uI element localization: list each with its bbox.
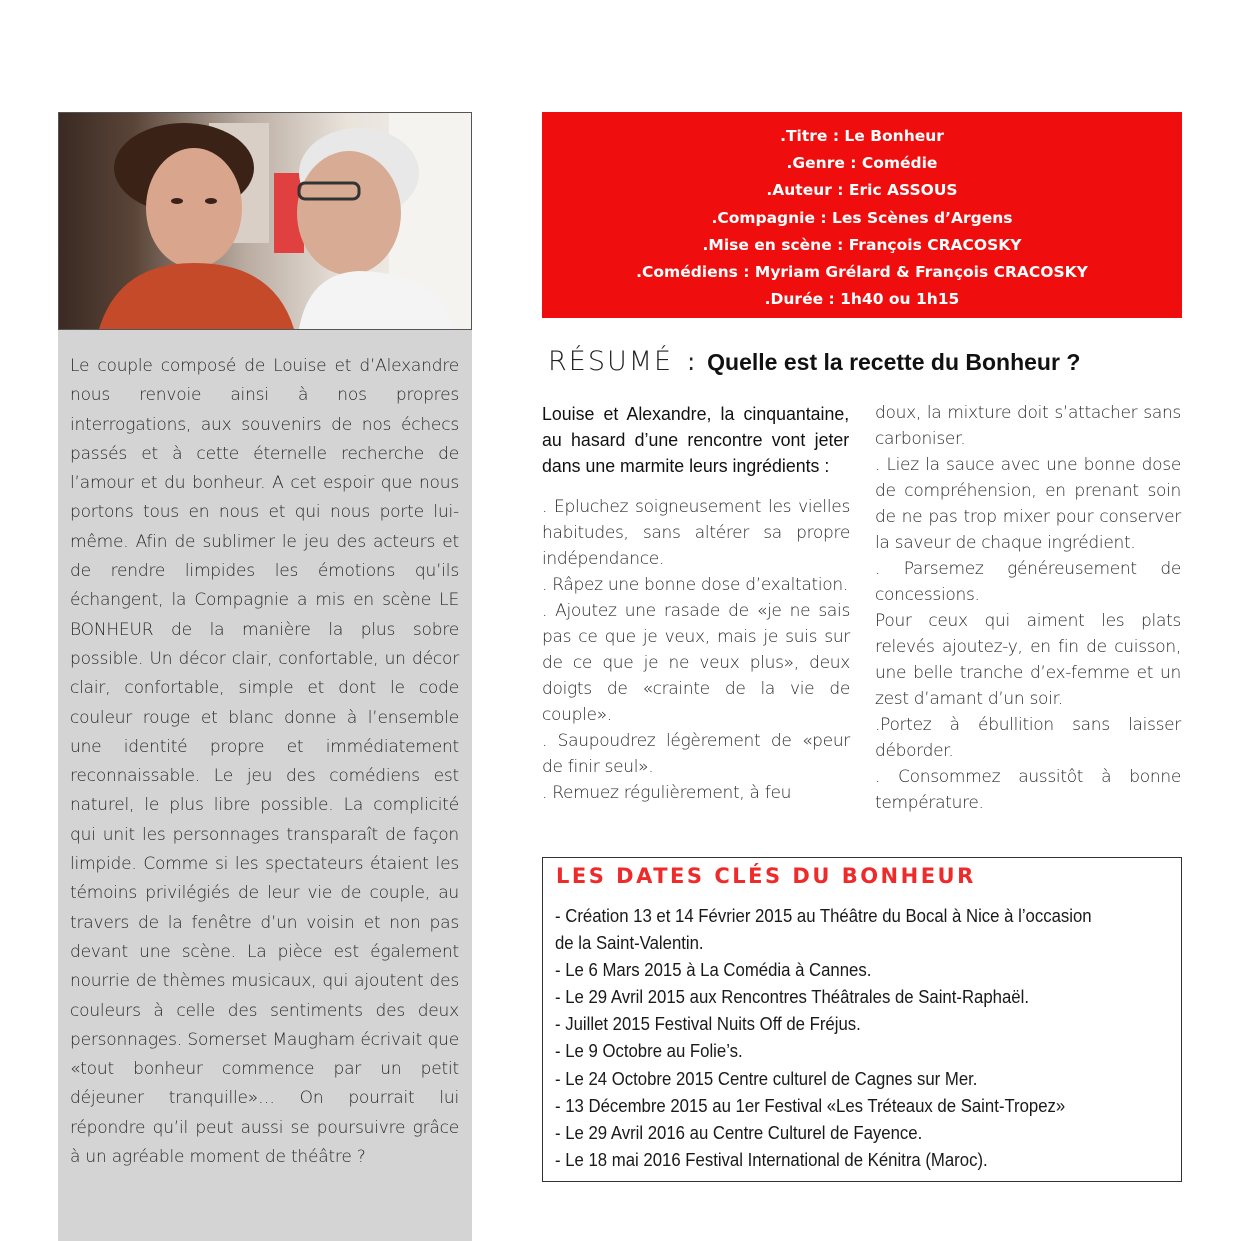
info-genre: .Genre : Comédie xyxy=(786,154,938,173)
couple-photo xyxy=(58,112,472,330)
recipe-step: . Consommez aussitôt à bonne température. xyxy=(875,767,1181,813)
date-item: - Le 24 Octobre 2015 Centre culturel de Cagnes sur Mer. xyxy=(555,1068,978,1089)
info-author: .Auteur : Eric ASSOUS xyxy=(766,181,958,200)
date-item: - Le 29 Avril 2015 aux Rencontres Théâtrales de Saint-Raphaël. xyxy=(555,987,1029,1008)
recipe-step: . Remuez régulièrement, à feu xyxy=(542,783,792,803)
date-item: - Le 6 Mars 2015 à La Comédia à Cannes. xyxy=(555,960,872,981)
date-item: - Juillet 2015 Festival Nuits Off de Fréjus. xyxy=(555,1014,861,1035)
recipe-step: .Portez à ébullition sans laisser déborder. xyxy=(875,715,1181,761)
key-dates-title: LES DATES CLÉS DU BONHEUR xyxy=(556,864,976,888)
resume-colon: : xyxy=(687,348,696,376)
recipe-step: doux, la mixture doit s’attacher sans carboniser. xyxy=(875,403,1181,449)
review-text: Le couple composé de Louise et d’Alexandre nous renvoie ainsi à nos propres interrogations, aux souvenirs de nos échecs passés et à cette éternelle recherche de l’amour et du bonheur. A cet espoir que nous portons tous en nous et qui nous porte lui-même. Afin de sublimer le jeu des acteurs et de rendre limpides les émotions qu’ils échangent, la Compagnie a mis en scène LE BONHEUR de la manière la plus sobre possible. Un décor clair, confortable, un décor clair, confortable, simple et dont le code couleur rouge et blanc donne à l’ensemble une identité propre et immédiatement reconnaissable. Le jeu des comédiens est naturel, le plus libre possible. La complicité qui unit les personnages transparaît de façon limpide. Comme si les spectateurs étaient les témoins privilégiés de leur vie de couple, au travers de la fenêtre d’un voisin et non pas devant une scène. La pièce est également nourrie de thèmes musicaux, qui ajoutent des couleurs à celle des sentiments des deux personnages. Somerset Maugham écrivait que «tout bonheur commence par un petit déjeuner tranquille»… On pourrait lui répondre qu’il peut aussi se poursuivre grâce à un agréable moment de théâtre ? xyxy=(70,356,459,1168)
date-item: de la Saint-Valentin. xyxy=(555,933,704,954)
key-dates-list xyxy=(555,903,1170,1174)
couple-photo-illustration xyxy=(59,113,471,329)
resume-heading xyxy=(548,346,1080,377)
date-item: - Le 9 Octobre au Folie’s. xyxy=(555,1041,743,1062)
recipe-column-1 xyxy=(542,401,850,806)
info-actors: .Comédiens : Myriam Grélard & François CRACOSKY xyxy=(636,262,1088,281)
info-duration: .Durée : 1h40 ou 1h15 xyxy=(764,290,960,309)
date-item: - Le 18 mai 2016 Festival International de Kénitra (Maroc). xyxy=(555,1149,988,1170)
recipe-step: . Epluchez soigneusement les vielles habitudes, sans altérer sa propre indépendance. xyxy=(542,497,850,569)
recipe-column-2 xyxy=(875,400,1181,816)
recipe-step: . Parsemez généreusement de concessions. xyxy=(875,559,1181,605)
recipe-step: Pour ceux qui aiment les plats relevés ajoutez-y, en fin de cuisson, une belle tranche d’ex-femme et un zest d’amant d’un soir. xyxy=(875,611,1181,709)
resume-subtitle: Quelle est la recette du Bonheur ? xyxy=(707,349,1081,375)
resume-word: RÉSUMÉ xyxy=(548,346,674,377)
recipe-step: . Ajoutez une rasade de «je ne sais pas ce que je veux, mais je suis sur de ce que je ne veux plus», deux doigts de «crainte de la vie de couple». xyxy=(542,601,850,725)
info-director: .Mise en scène : François CRACOSKY xyxy=(702,235,1022,254)
date-item: - Création 13 et 14 Février 2015 au Théâtre du Bocal à Nice à l’occasion xyxy=(555,906,1092,926)
play-info-box xyxy=(542,112,1182,318)
date-item: - 13 Décembre 2015 au 1er Festival «Les Tréteaux de Saint-Tropez» xyxy=(555,1095,1066,1116)
recipe-intro: Louise et Alexandre, la cinquantaine, au hasard d’une rencontre vont jeter dans une marmite leurs ingrédients : xyxy=(542,403,850,476)
recipe-step: . Liez la sauce avec une bonne dose de compréhension, en prenant soin de ne pas trop mixer pour conserver la saveur de chaque ingrédient. xyxy=(875,455,1181,553)
info-company: .Compagnie : Les Scènes d’Argens xyxy=(711,208,1013,227)
date-item: - Le 29 Avril 2016 au Centre Culturel de Fayence. xyxy=(555,1122,923,1143)
recipe-step: . Râpez une bonne dose d’exaltation. xyxy=(542,575,848,595)
left-column xyxy=(58,112,472,1241)
key-dates-box xyxy=(542,857,1182,1182)
info-title: .Titre : Le Bonheur xyxy=(780,127,944,145)
recipe-step: . Saupoudrez légèrement de «peur de finir seul». xyxy=(542,731,850,777)
